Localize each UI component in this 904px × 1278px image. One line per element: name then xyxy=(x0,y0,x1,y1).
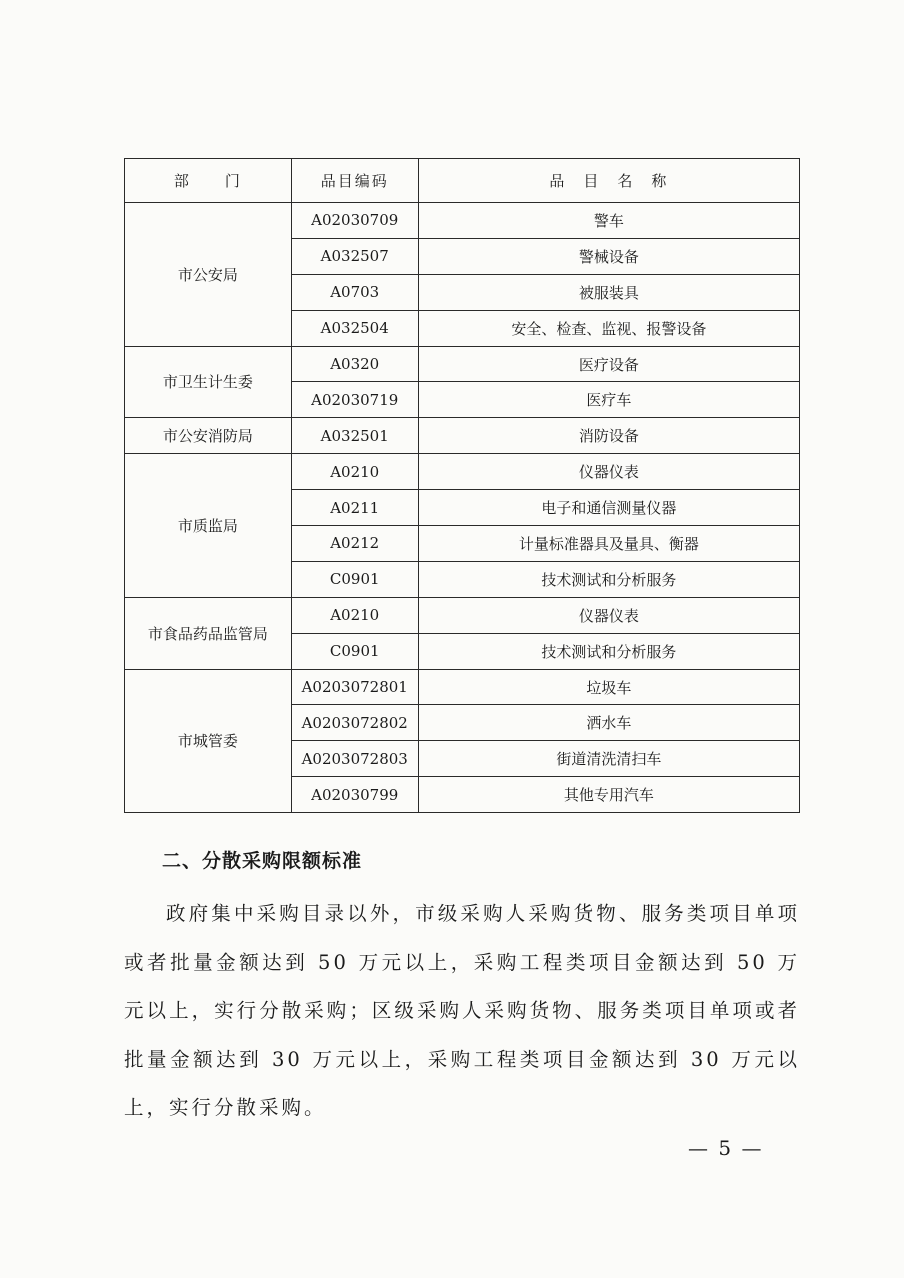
item-code-cell: A0210 xyxy=(291,597,418,633)
table-row xyxy=(125,597,800,633)
table-header-row xyxy=(125,159,800,203)
item-code-cell: A032507 xyxy=(291,238,418,274)
page-number: — 5 — xyxy=(688,1136,764,1160)
item-name-cell: 电子和通信测量仪器 xyxy=(418,490,799,526)
department-cell: 市公安局 xyxy=(125,203,292,347)
item-code-cell: A032501 xyxy=(291,418,418,454)
item-name-cell: 消防设备 xyxy=(418,418,799,454)
table-row xyxy=(125,454,800,490)
header-department: 部 门 xyxy=(125,159,292,203)
table-row xyxy=(125,203,800,239)
item-name-cell: 医疗设备 xyxy=(418,346,799,382)
item-name-cell: 仪器仪表 xyxy=(418,597,799,633)
section-paragraph: 政府集中采购目录以外，市级采购人采购货物、服务类项目单项或者批量金额达到 50 万元以上，采购工程类项目金额达到 50 万元以上，实行分散采购；区级采购人采购货物、服务类项目单项或者批量金额达到 30 万元以上，采购工程类项目金额达到 30 万元以上，实行分散采购。 xyxy=(124,902,800,1119)
item-code-cell: A0203072803 xyxy=(291,741,418,777)
department-cell: 市卫生计生委 xyxy=(125,346,292,418)
section-heading: 二、分散采购限额标准 xyxy=(162,850,363,872)
item-code-cell: A02030799 xyxy=(291,777,418,813)
item-code-cell: A0210 xyxy=(291,454,418,490)
item-name-cell: 技术测试和分析服务 xyxy=(418,561,799,597)
item-code-cell: A0212 xyxy=(291,526,418,562)
item-name-cell: 其他专用汽车 xyxy=(418,777,799,813)
table-row xyxy=(125,669,800,705)
table-body xyxy=(125,203,800,813)
item-name-cell: 街道清洗清扫车 xyxy=(418,741,799,777)
table-row xyxy=(125,418,800,454)
procurement-catalog-table xyxy=(124,158,800,813)
table-row xyxy=(125,346,800,382)
item-name-cell: 警械设备 xyxy=(418,238,799,274)
item-code-cell: A0703 xyxy=(291,274,418,310)
header-item-code: 品目编码 xyxy=(291,159,418,203)
item-name-cell: 警车 xyxy=(418,203,799,239)
item-code-cell: A032504 xyxy=(291,310,418,346)
department-cell: 市公安消防局 xyxy=(125,418,292,454)
item-name-cell: 计量标准器具及量具、衡器 xyxy=(418,526,799,562)
item-name-cell: 仪器仪表 xyxy=(418,454,799,490)
item-name-cell: 垃圾车 xyxy=(418,669,799,705)
item-code-cell: C0901 xyxy=(291,633,418,669)
department-cell: 市食品药品监管局 xyxy=(125,597,292,669)
item-name-cell: 被服装具 xyxy=(418,274,799,310)
item-code-cell: A0211 xyxy=(291,490,418,526)
item-name-cell: 技术测试和分析服务 xyxy=(418,633,799,669)
item-code-cell: A02030719 xyxy=(291,382,418,418)
header-item-name: 品 目 名 称 xyxy=(418,159,799,203)
item-name-cell: 医疗车 xyxy=(418,382,799,418)
item-code-cell: A0203072801 xyxy=(291,669,418,705)
department-cell: 市城管委 xyxy=(125,669,292,813)
item-name-cell: 安全、检查、监视、报警设备 xyxy=(418,310,799,346)
item-code-cell: A0203072802 xyxy=(291,705,418,741)
item-code-cell: C0901 xyxy=(291,561,418,597)
item-code-cell: A02030709 xyxy=(291,203,418,239)
item-name-cell: 洒水车 xyxy=(418,705,799,741)
department-cell: 市质监局 xyxy=(125,454,292,598)
item-code-cell: A0320 xyxy=(291,346,418,382)
